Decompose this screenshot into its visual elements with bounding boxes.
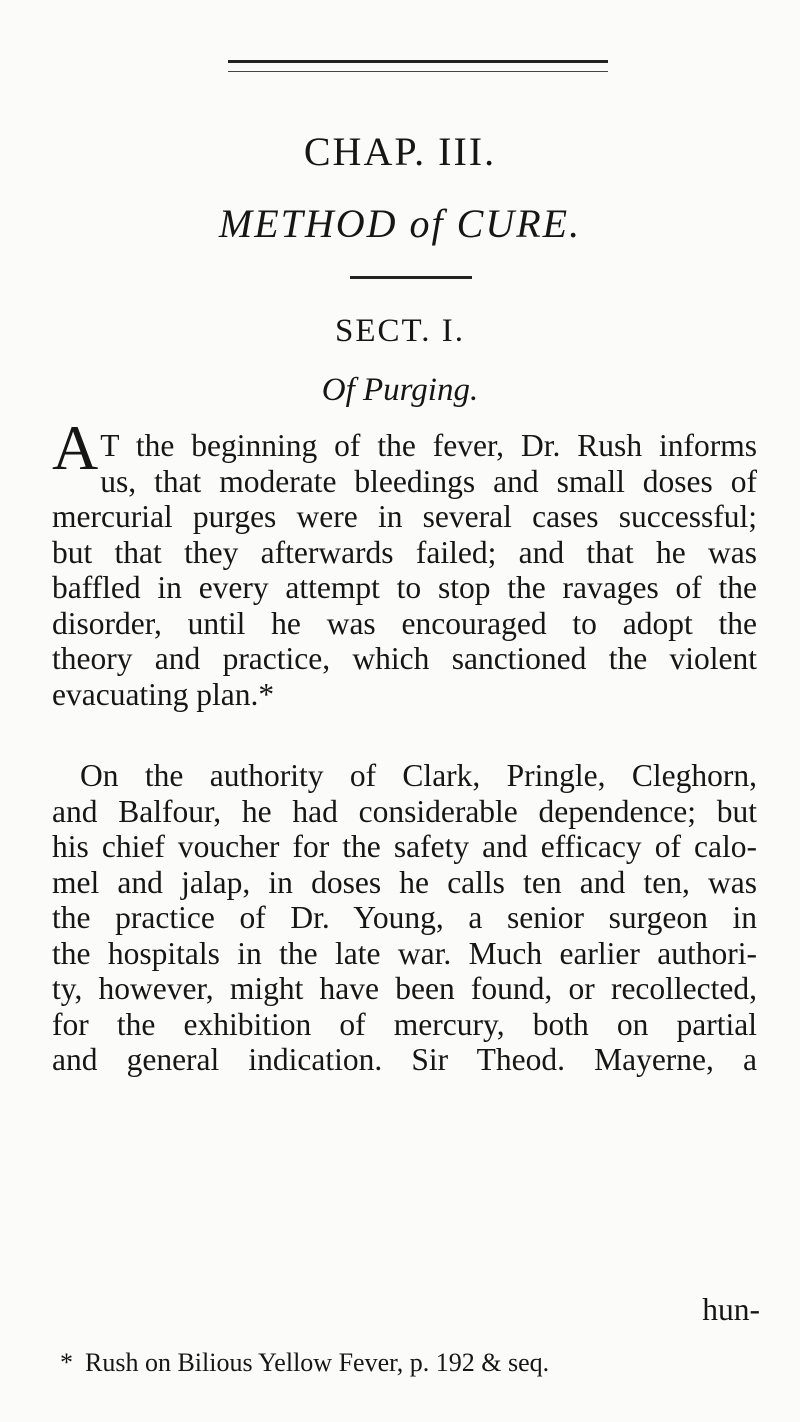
text-line: On the authority of Clark, Pringle, Cleghorn,	[80, 758, 757, 793]
text-line: his chief voucher for the safety and efficacy of calo-	[52, 829, 757, 864]
top-rule	[228, 60, 608, 72]
text-line: evacuating plan.*	[52, 676, 275, 712]
footnote	[60, 1348, 760, 1378]
text-line: ty, however, might have been found, or recollected,	[52, 971, 757, 1006]
text-line: for the exhibition of mercury, both on partial	[52, 1006, 757, 1042]
footnote-text: Rush on Bilious Yellow Fever, p. 192 & seq.	[85, 1348, 550, 1377]
footnote-mark: *	[60, 1348, 73, 1377]
text-line: the practice of Dr. Young, a senior surgeon in	[52, 900, 757, 935]
paragraph-2	[52, 758, 757, 1078]
text-line: and general indication. Sir Theod. Mayerne, a	[52, 1042, 757, 1077]
title-divider	[350, 276, 472, 279]
section-subheading: Of Purging.	[321, 372, 479, 408]
chapter-title: METHOD of CURE.	[218, 201, 582, 246]
text-line: T the beginning of the fever, Dr. Rush informs	[100, 428, 757, 463]
text-line: us, that moderate bleedings and small doses of	[100, 463, 757, 499]
text-line: and Balfour, he had considerable dependence; but	[52, 793, 757, 829]
text-line: but that they afterwards failed; and that he was	[52, 534, 757, 570]
text-line: baffled in every attempt to stop the ravages of the	[52, 570, 757, 605]
text-line: mel and jalap, in doses he calls ten and ten, was	[52, 864, 757, 900]
section-heading: SECT. I.	[335, 313, 465, 349]
chapter-heading: CHAP. III.	[303, 129, 497, 174]
paragraph-1	[52, 412, 757, 712]
catchword: hun-	[702, 1292, 760, 1327]
drop-cap: A	[52, 412, 99, 483]
text-line: the hospitals in the late war. Much earlier authori-	[52, 935, 757, 971]
text-line: disorder, until he was encouraged to adopt the	[52, 605, 757, 641]
text-line: theory and practice, which sanctioned the violent	[52, 641, 757, 676]
text-line: mercurial purges were in several cases successful;	[52, 499, 757, 534]
